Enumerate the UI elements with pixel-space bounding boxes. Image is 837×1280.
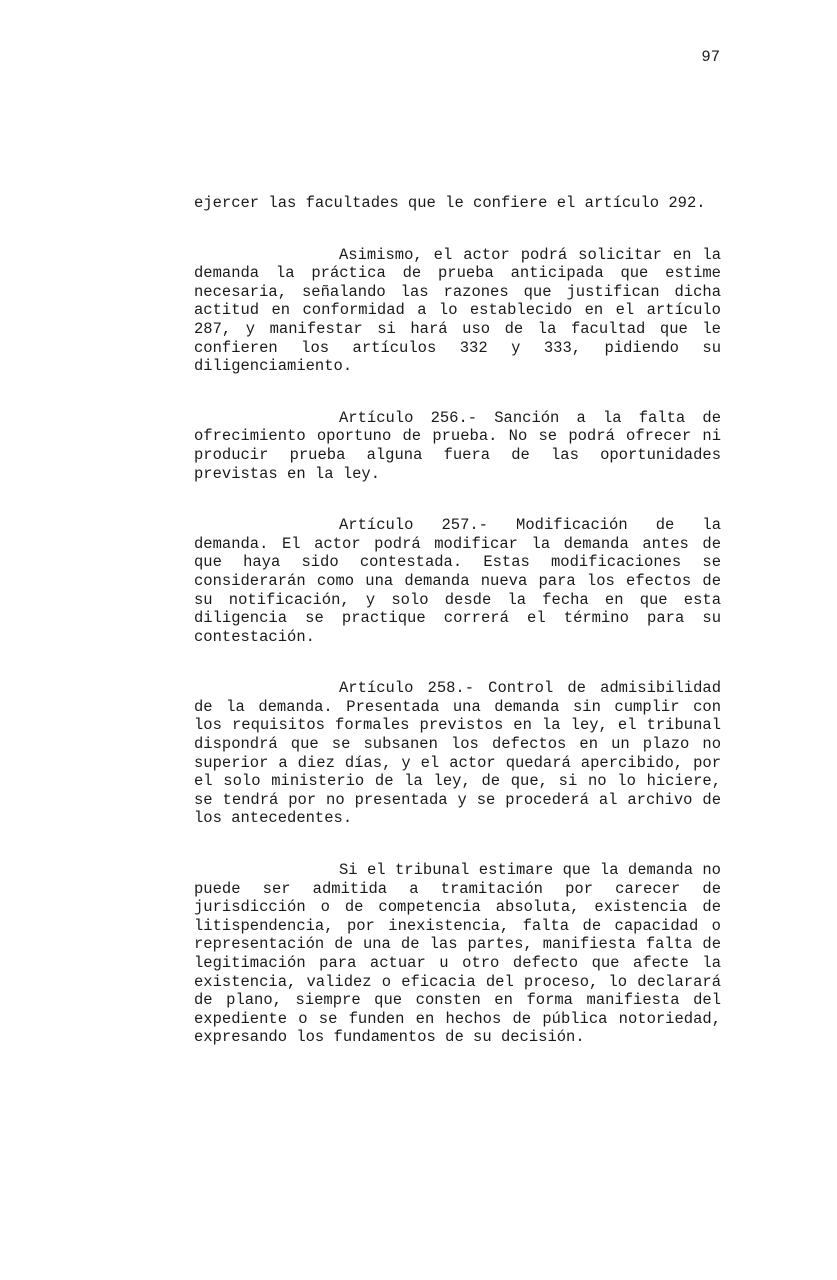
paragraph-articulo-257: Artículo 257.- Modificación de la demanda. El actor podrá modificar la demanda antes de que haya sido contestada. Estas modificaciones se considerarán como una demanda nueva para los efectos de su notificación, y solo desde la fecha en que esta diligencia se practique correrá el término para su contestación. bbox=[194, 516, 721, 646]
paragraph-prueba-anticipada: Asimismo, el actor podrá solicitar en la demanda la práctica de prueba anticipada que estime necesaria, señalando las razones que justifican dicha actitud en conformidad a lo establecido en el artículo 287, y manifestar si hará uso de la facultad que le confieren los artículos 332 y 333, pidiendo su diligenciamiento. bbox=[194, 245, 721, 376]
document-body bbox=[194, 194, 721, 1047]
paragraph-continuation: ejercer las facultades que le confiere el artículo 292. bbox=[194, 194, 706, 212]
page-number: 97 bbox=[701, 48, 720, 66]
paragraph-inadmisibilidad: Si el tribunal estimare que la demanda no puede ser admitida a tramitación por carecer de jurisdicción o de competencia absoluta, existencia de litispendencia, por inexistencia, falta de capacidad o representación de una de las partes, manifiesta falta de legitimación para actuar u otro defecto que afecte la existencia, validez o eficacia del proceso, lo declarará de plano, siempre que consten en forma manifiesta del expediente o se funden en hechos de pública notoriedad, expresando los fundamentos de su decisión. bbox=[194, 861, 721, 1047]
paragraph-articulo-258: Artículo 258.- Control de admisibilidad de la demanda. Presentada una demanda sin cumplir con los requisitos formales previstos en la ley, el tribunal dispondrá que se subsanen los defectos en un plazo no superior a diez días, y el actor quedará apercibido, por el solo ministerio de la ley, de que, si no lo hiciere, se tendrá por no presentada y se procederá al archivo de los antecedentes. bbox=[194, 679, 721, 828]
paragraph-articulo-256: Artículo 256.- Sanción a la falta de ofrecimiento oportuno de prueba. No se podrá ofrecer ni producir prueba alguna fuera de las oportunidades previstas en la ley. bbox=[194, 408, 721, 483]
